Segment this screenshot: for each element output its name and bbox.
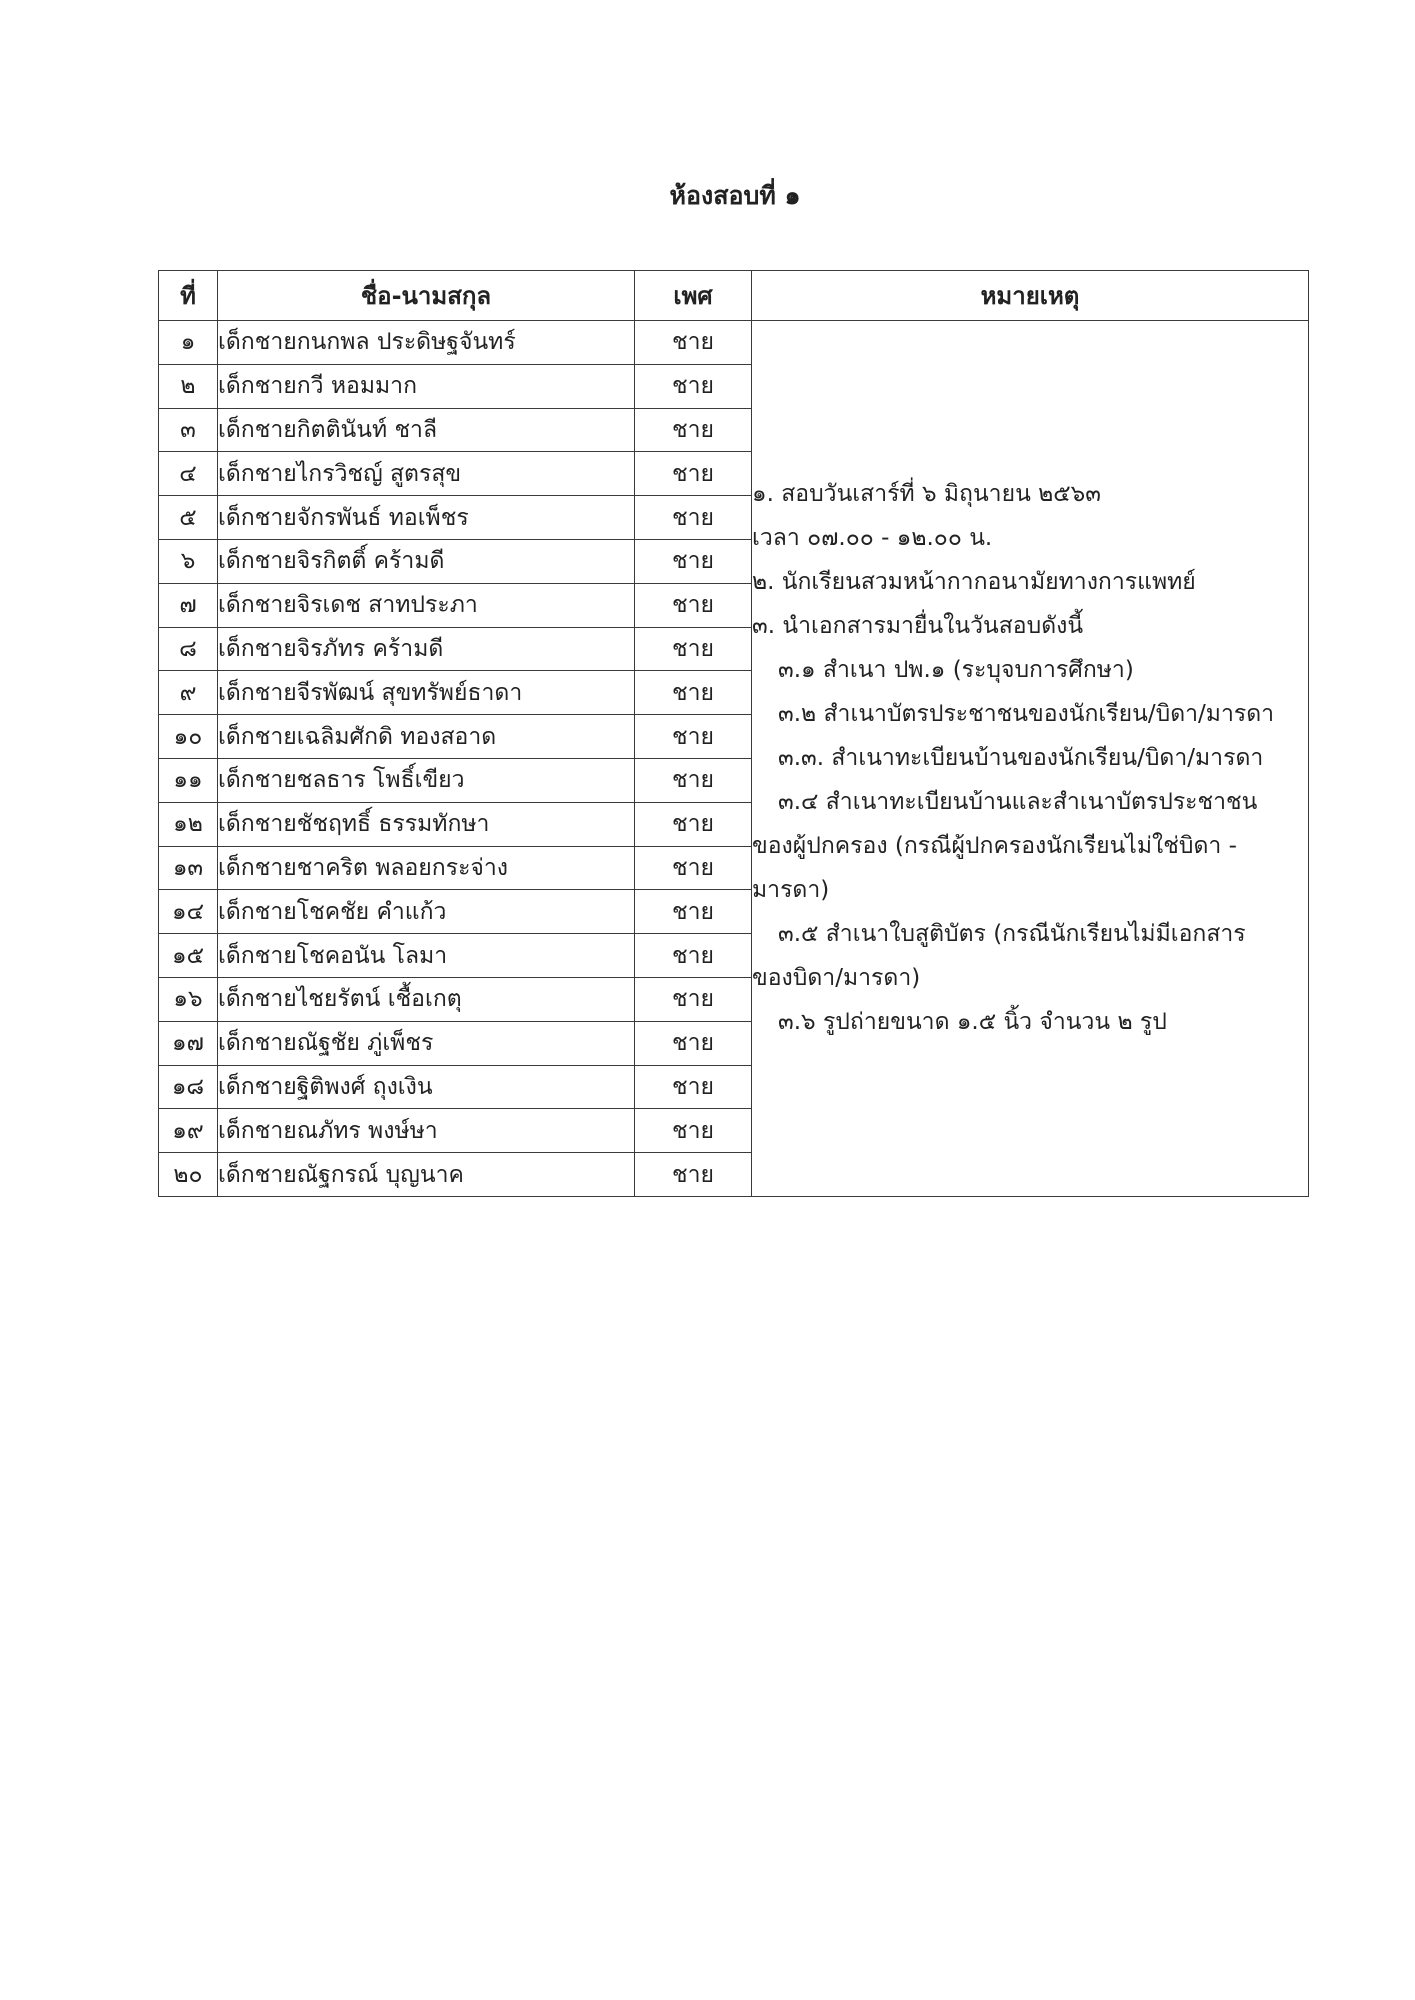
page-title: ห้องสอบที่ ๑ bbox=[669, 181, 801, 210]
row-number: ๖ bbox=[159, 539, 218, 583]
student-sex: ชาย bbox=[635, 715, 752, 759]
note-line: ๓.๔ สำเนาทะเบียนบ้านและสำเนาบัตรประชาชน bbox=[778, 789, 1258, 816]
student-sex: ชาย bbox=[635, 846, 752, 890]
note-line: ๓.๑ สำเนา ปพ.๑ (ระบุจบการศึกษา) bbox=[778, 657, 1134, 684]
student-name: เด็กชายฐิติพงศ์ ถุงเงิน bbox=[218, 1065, 635, 1109]
student-name: เด็กชายณภัทร พงษ์ษา bbox=[218, 1109, 635, 1153]
row-number: ๑๘ bbox=[159, 1065, 218, 1109]
row-number: ๑๔ bbox=[159, 890, 218, 934]
note-line: ๓.๖ รูปถ่ายขนาด ๑.๕ นิ้ว จำนวน ๒ รูป bbox=[778, 1009, 1167, 1036]
note-line: ของบิดา/มารดา) bbox=[752, 965, 921, 992]
student-name: เด็กชายชลธาร โพธิ์เขียว bbox=[218, 758, 635, 802]
student-name: เด็กชายโชคชัย คำแก้ว bbox=[218, 890, 635, 934]
student-sex: ชาย bbox=[635, 1065, 752, 1109]
row-number: ๓ bbox=[159, 408, 218, 452]
row-number: ๑๓ bbox=[159, 846, 218, 890]
note-line: มารดา) bbox=[752, 877, 830, 904]
row-number: ๑๕ bbox=[159, 934, 218, 978]
student-name: เด็กชายจิรภัทร คร้ามดี bbox=[218, 627, 635, 671]
student-sex: ชาย bbox=[635, 452, 752, 496]
row-number: ๙ bbox=[159, 671, 218, 715]
table-row bbox=[159, 321, 1309, 365]
student-sex: ชาย bbox=[635, 627, 752, 671]
student-name: เด็กชายชัชฤทธิ์ ธรรมทักษา bbox=[218, 802, 635, 846]
row-number: ๑๐ bbox=[159, 715, 218, 759]
student-name: เด็กชายกิตตินันท์ ชาลี bbox=[218, 408, 635, 452]
table-header-row bbox=[159, 271, 1309, 321]
student-sex: ชาย bbox=[635, 408, 752, 452]
student-name: เด็กชายชาคริต พลอยกระจ่าง bbox=[218, 846, 635, 890]
row-number: ๑๗ bbox=[159, 1021, 218, 1065]
student-name: เด็กชายไกรวิชญ์ สูตรสุข bbox=[218, 452, 635, 496]
exam-room-table bbox=[158, 270, 1309, 1197]
row-number: ๑๙ bbox=[159, 1109, 218, 1153]
note-line: ๓.๓. สำเนาทะเบียนบ้านของนักเรียน/บิดา/มารดา bbox=[778, 745, 1264, 772]
student-name: เด็กชายณัฐกรณ์ บุญนาค bbox=[218, 1153, 635, 1197]
student-sex: ชาย bbox=[635, 977, 752, 1021]
student-name: เด็กชายโชคอนัน โลมา bbox=[218, 934, 635, 978]
row-number: ๗ bbox=[159, 583, 218, 627]
student-name: เด็กชายจิรเดช สาทประภา bbox=[218, 583, 635, 627]
note-line: ๑. สอบวันเสาร์ที่ ๖ มิถุนายน ๒๕๖๓ bbox=[752, 481, 1101, 508]
row-number: ๒๐ bbox=[159, 1153, 218, 1197]
row-number: ๑๒ bbox=[159, 802, 218, 846]
note-line: ๓.๒ สำเนาบัตรประชาชนของนักเรียน/บิดา/มารดา bbox=[778, 701, 1275, 728]
student-sex: ชาย bbox=[635, 1021, 752, 1065]
student-sex: ชาย bbox=[635, 1109, 752, 1153]
student-sex: ชาย bbox=[635, 583, 752, 627]
student-sex: ชาย bbox=[635, 802, 752, 846]
student-sex: ชาย bbox=[635, 934, 752, 978]
student-sex: ชาย bbox=[635, 890, 752, 934]
note-line: ๓. นำเอกสารมายื่นในวันสอบดังนี้ bbox=[752, 613, 1084, 640]
student-sex: ชาย bbox=[635, 496, 752, 540]
header-sex: เพศ bbox=[635, 271, 752, 321]
header-notes: หมายเหตุ bbox=[752, 271, 1309, 321]
row-number: ๘ bbox=[159, 627, 218, 671]
student-sex: ชาย bbox=[635, 321, 752, 365]
student-sex: ชาย bbox=[635, 1153, 752, 1197]
student-name: เด็กชายกวี หอมมาก bbox=[218, 364, 635, 408]
header-no: ที่ bbox=[159, 271, 218, 321]
row-number: ๑๖ bbox=[159, 977, 218, 1021]
student-name: เด็กชายเฉลิมศักดิ ทองสอาด bbox=[218, 715, 635, 759]
student-name: เด็กชายจิรกิตติ์ คร้ามดี bbox=[218, 539, 635, 583]
row-number: ๑๑ bbox=[159, 758, 218, 802]
student-name: เด็กชายกนกพล ประดิษฐจันทร์ bbox=[218, 321, 635, 365]
row-number: ๑ bbox=[159, 321, 218, 365]
student-sex: ชาย bbox=[635, 758, 752, 802]
student-sex: ชาย bbox=[635, 364, 752, 408]
note-line: ของผู้ปกครอง (กรณีผู้ปกครองนักเรียนไม่ใช่บิดา - bbox=[752, 833, 1237, 860]
row-number: ๕ bbox=[159, 496, 218, 540]
row-number: ๒ bbox=[159, 364, 218, 408]
note-line: ๒. นักเรียนสวมหน้ากากอนามัยทางการแพทย์ bbox=[752, 569, 1196, 596]
table-body bbox=[159, 321, 1309, 1197]
student-sex: ชาย bbox=[635, 539, 752, 583]
student-name: เด็กชายไชยรัตน์ เชื้อเกตุ bbox=[218, 977, 635, 1021]
notes-cell bbox=[752, 321, 1309, 1197]
note-line: ๓.๕ สำเนาใบสูติบัตร (กรณีนักเรียนไม่มีเอกสาร bbox=[778, 921, 1246, 948]
student-name: เด็กชายจักรพันธ์ ทอเพ็ชร bbox=[218, 496, 635, 540]
student-name: เด็กชายณัฐชัย ภู่เพ็ชร bbox=[218, 1021, 635, 1065]
student-name: เด็กชายจีรพัฒน์ สุขทรัพย์ธาดา bbox=[218, 671, 635, 715]
note-line: เวลา ๐๗.๐๐ - ๑๒.๐๐ น. bbox=[752, 525, 993, 552]
header-name: ชื่อ-นามสกุล bbox=[218, 271, 635, 321]
student-sex: ชาย bbox=[635, 671, 752, 715]
row-number: ๔ bbox=[159, 452, 218, 496]
